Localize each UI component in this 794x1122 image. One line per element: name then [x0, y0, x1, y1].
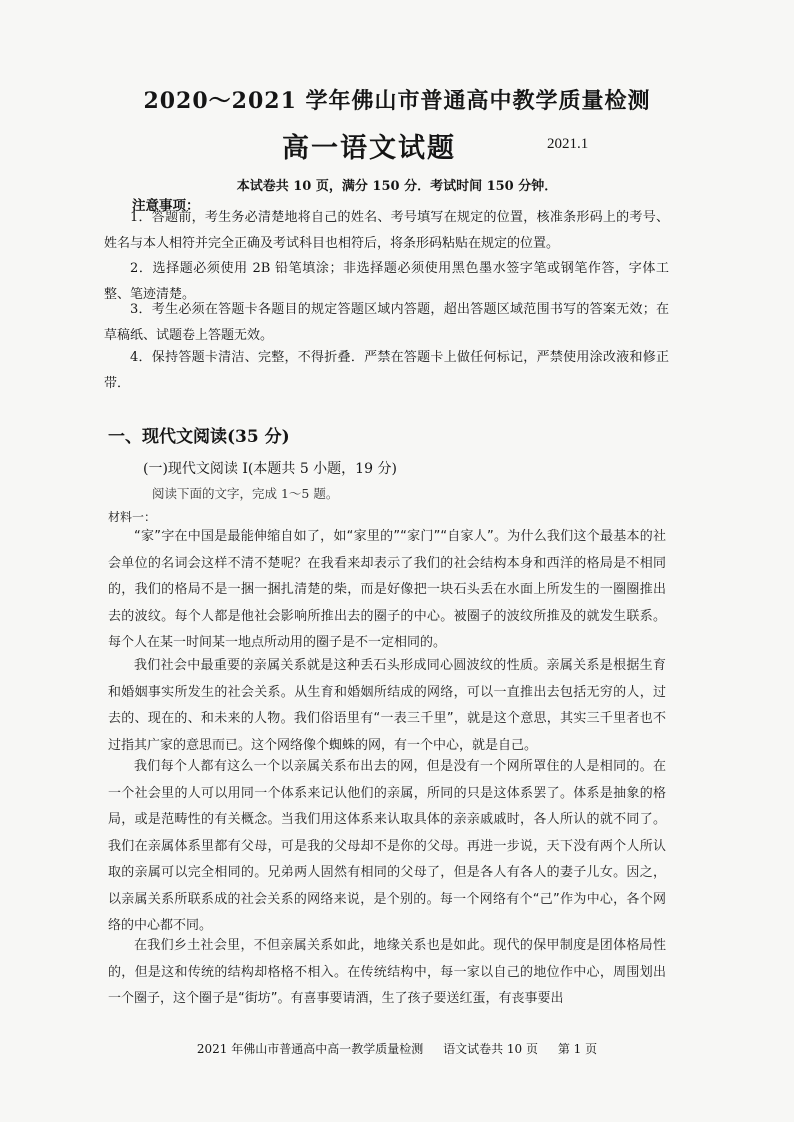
notice-heading: 注意事项：	[132, 198, 200, 214]
subsection-heading: (一)现代文阅读 I(本题共 5 小题，19 分)	[143, 461, 397, 477]
passage-paragraph: 我们每个人都有这么一个以亲属关系布出去的网，但是没有一个网所罩住的人是相同的。在一个社会里的人可以用同一个体系来记认他们的亲属，所同的只是这体系罢了。体系是抽象的格局，或是范畴性的有关概念。当我们用这体系来认取具体的亲亲戚戚时，各人所认的就不同了。我们在亲属体系里都有父母，可是我的父母却不是你的父母。再进一步说，天下没有两个人所认取的亲属可以完全相同的。兄弟两人固然有相同的父母了，但是各人有各人的妻子儿女。因之，以亲属关系所联系成的社会关系的网络来说，是个别的。每一个网络有个“己”作为中心，各个网络的中心都不同。	[108, 759, 666, 933]
exam-date: 2021.1	[547, 136, 589, 152]
passage-paragraph: 在我们乡土社会里，不但亲属关系如此，地缘关系也是如此。现代的保甲制度是团体格局性的，但是这和传统的结构却格格不相入。在传统结构中，每一家以自己的地位作中心，周围划出一个圈子，这个圈子是“街坊”。有喜事要请酒，生了孩子要送红蛋，有丧事要出	[108, 938, 666, 1006]
notice-item: 4．保持答题卡清洁、完整，不得折叠．严禁在答题卡上做任何标记，严禁使用涂改液和修正带．	[104, 350, 669, 391]
footer-exam: 2021 年佛山市普通高中高一教学质量检测	[196, 1042, 424, 1056]
notice-item: 1．答题前，考生务必清楚地将自己的姓名、考号填写在规定的位置，核准条形码上的考号、姓名与本人相符并完全正确及考试科目也相符后，将条形码粘贴在规定的位置。	[104, 210, 669, 251]
subject-title: 高一语文试题	[282, 133, 456, 164]
material-label: 材料一：	[108, 510, 157, 524]
page-footer	[0, 1040, 794, 1057]
passage-paragraph: 我们社会中最重要的亲属关系就是这种丢石头形成同心圆波纹的性质。亲属关系是根据生育和婚姻事实所发生的社会关系。从生育和婚姻所结成的网络，可以一直推出去包括无穷的人，过去的、现在的、和未来的人物。我们俗语里有“一表三千里”，就是这个意思，其实三千里者也不过指其广家的意思而已。这个网络像个蜘蛛的网，有一个中心，就是自己。	[108, 658, 666, 753]
notice-item: 2．选择题必须使用 2B 铅笔填涂；非选择题必须使用黑色墨水签字笔或钢笔作答，字体工整、笔迹清楚。	[104, 261, 669, 302]
section-heading: 一、现代文阅读(35 分)	[108, 427, 290, 447]
exam-title: 2020～2021 学年佛山市普通高中教学质量检测	[143, 88, 651, 114]
exam-info: 本试卷共 10 页，满分 150 分．考试时间 150 分钟．	[236, 179, 558, 194]
footer-pages: 语文试卷共 10 页	[443, 1042, 538, 1056]
footer-page-number: 第 1 页	[557, 1042, 598, 1056]
passage-paragraph: “家”字在中国是最能伸缩自如了，如“家里的”“家门”“自家人”。为什么我们这个最基本的社会单位的名词会这样不清不楚呢？在我看来却表示了我们的社会结构本身和西洋的格局是不相同的，我们的格局不是一捆一捆扎清楚的柴，而是好像把一块石头丢在水面上所发生的一圈圈推出去的波纹。每个人都是他社会影响所推出去的圈子的中心。被圈子的波纹所推及的就发生联系。每个人在某一时间某一地点所动用的圈子是不一定相同的。	[108, 529, 666, 650]
notice-item: 3．考生必须在答题卡各题目的规定答题区域内答题，超出答题区域范围书写的答案无效；在草稿纸、试题卷上答题无效。	[104, 302, 669, 343]
reading-instruction: 阅读下面的文字，完成 1～5 题。	[152, 486, 339, 501]
